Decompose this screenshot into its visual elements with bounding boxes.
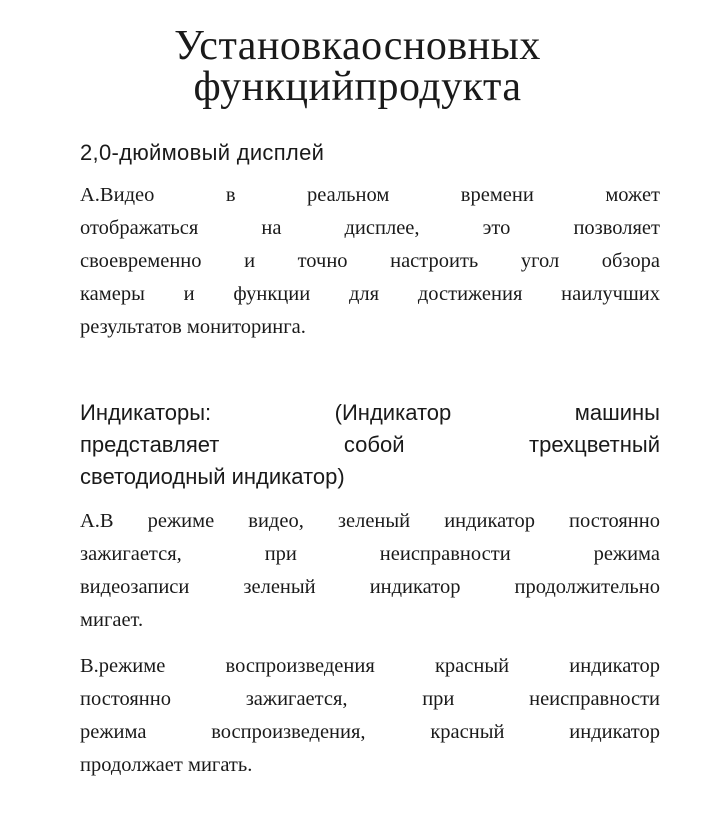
paragraph-line: A.Видео в реальном времени может <box>80 184 660 206</box>
page-title-line-1: Установкаосновных <box>174 23 541 69</box>
paragraph-line: отображаться на дисплее, это позволяет <box>80 217 660 239</box>
indicators-section-heading <box>80 397 660 493</box>
paragraph-line: мигает. <box>80 609 144 631</box>
paragraph-line: режима воспроизведения, красный индикатор <box>80 721 660 743</box>
paragraph-line: камеры и функции для достижения наилучших <box>80 283 660 305</box>
paragraph-line: постоянно зажигается, при неисправности <box>80 688 660 710</box>
paragraph-line: A.В режиме видео, зеленый индикатор постоянно <box>80 510 660 532</box>
page-title <box>0 23 715 110</box>
display-section-paragraph <box>80 179 660 344</box>
indicator-item-b <box>80 650 660 782</box>
paragraph-line: продолжает мигать. <box>80 754 253 776</box>
paragraph-line: своевременно и точно настроить угол обзора <box>80 250 660 272</box>
paragraph-line: видеозаписи зеленый индикатор продолжительно <box>80 576 660 598</box>
paragraph-line: результатов мониторинга. <box>80 316 306 338</box>
page-title-line-2: функцийпродукта <box>193 64 522 110</box>
paragraph-line: зажигается, при неисправности режима <box>80 543 660 565</box>
heading-line: представляет собой трехцветный <box>80 432 660 457</box>
heading-line: Индикаторы: (Индикатор машины <box>80 400 660 425</box>
display-section-heading: 2,0-дюймовый дисплей <box>80 140 325 165</box>
paragraph-line: B.режиме воспроизведения красный индикатор <box>80 655 660 677</box>
heading-line: светодиодный индикатор) <box>80 464 345 489</box>
indicator-item-a <box>80 505 660 637</box>
